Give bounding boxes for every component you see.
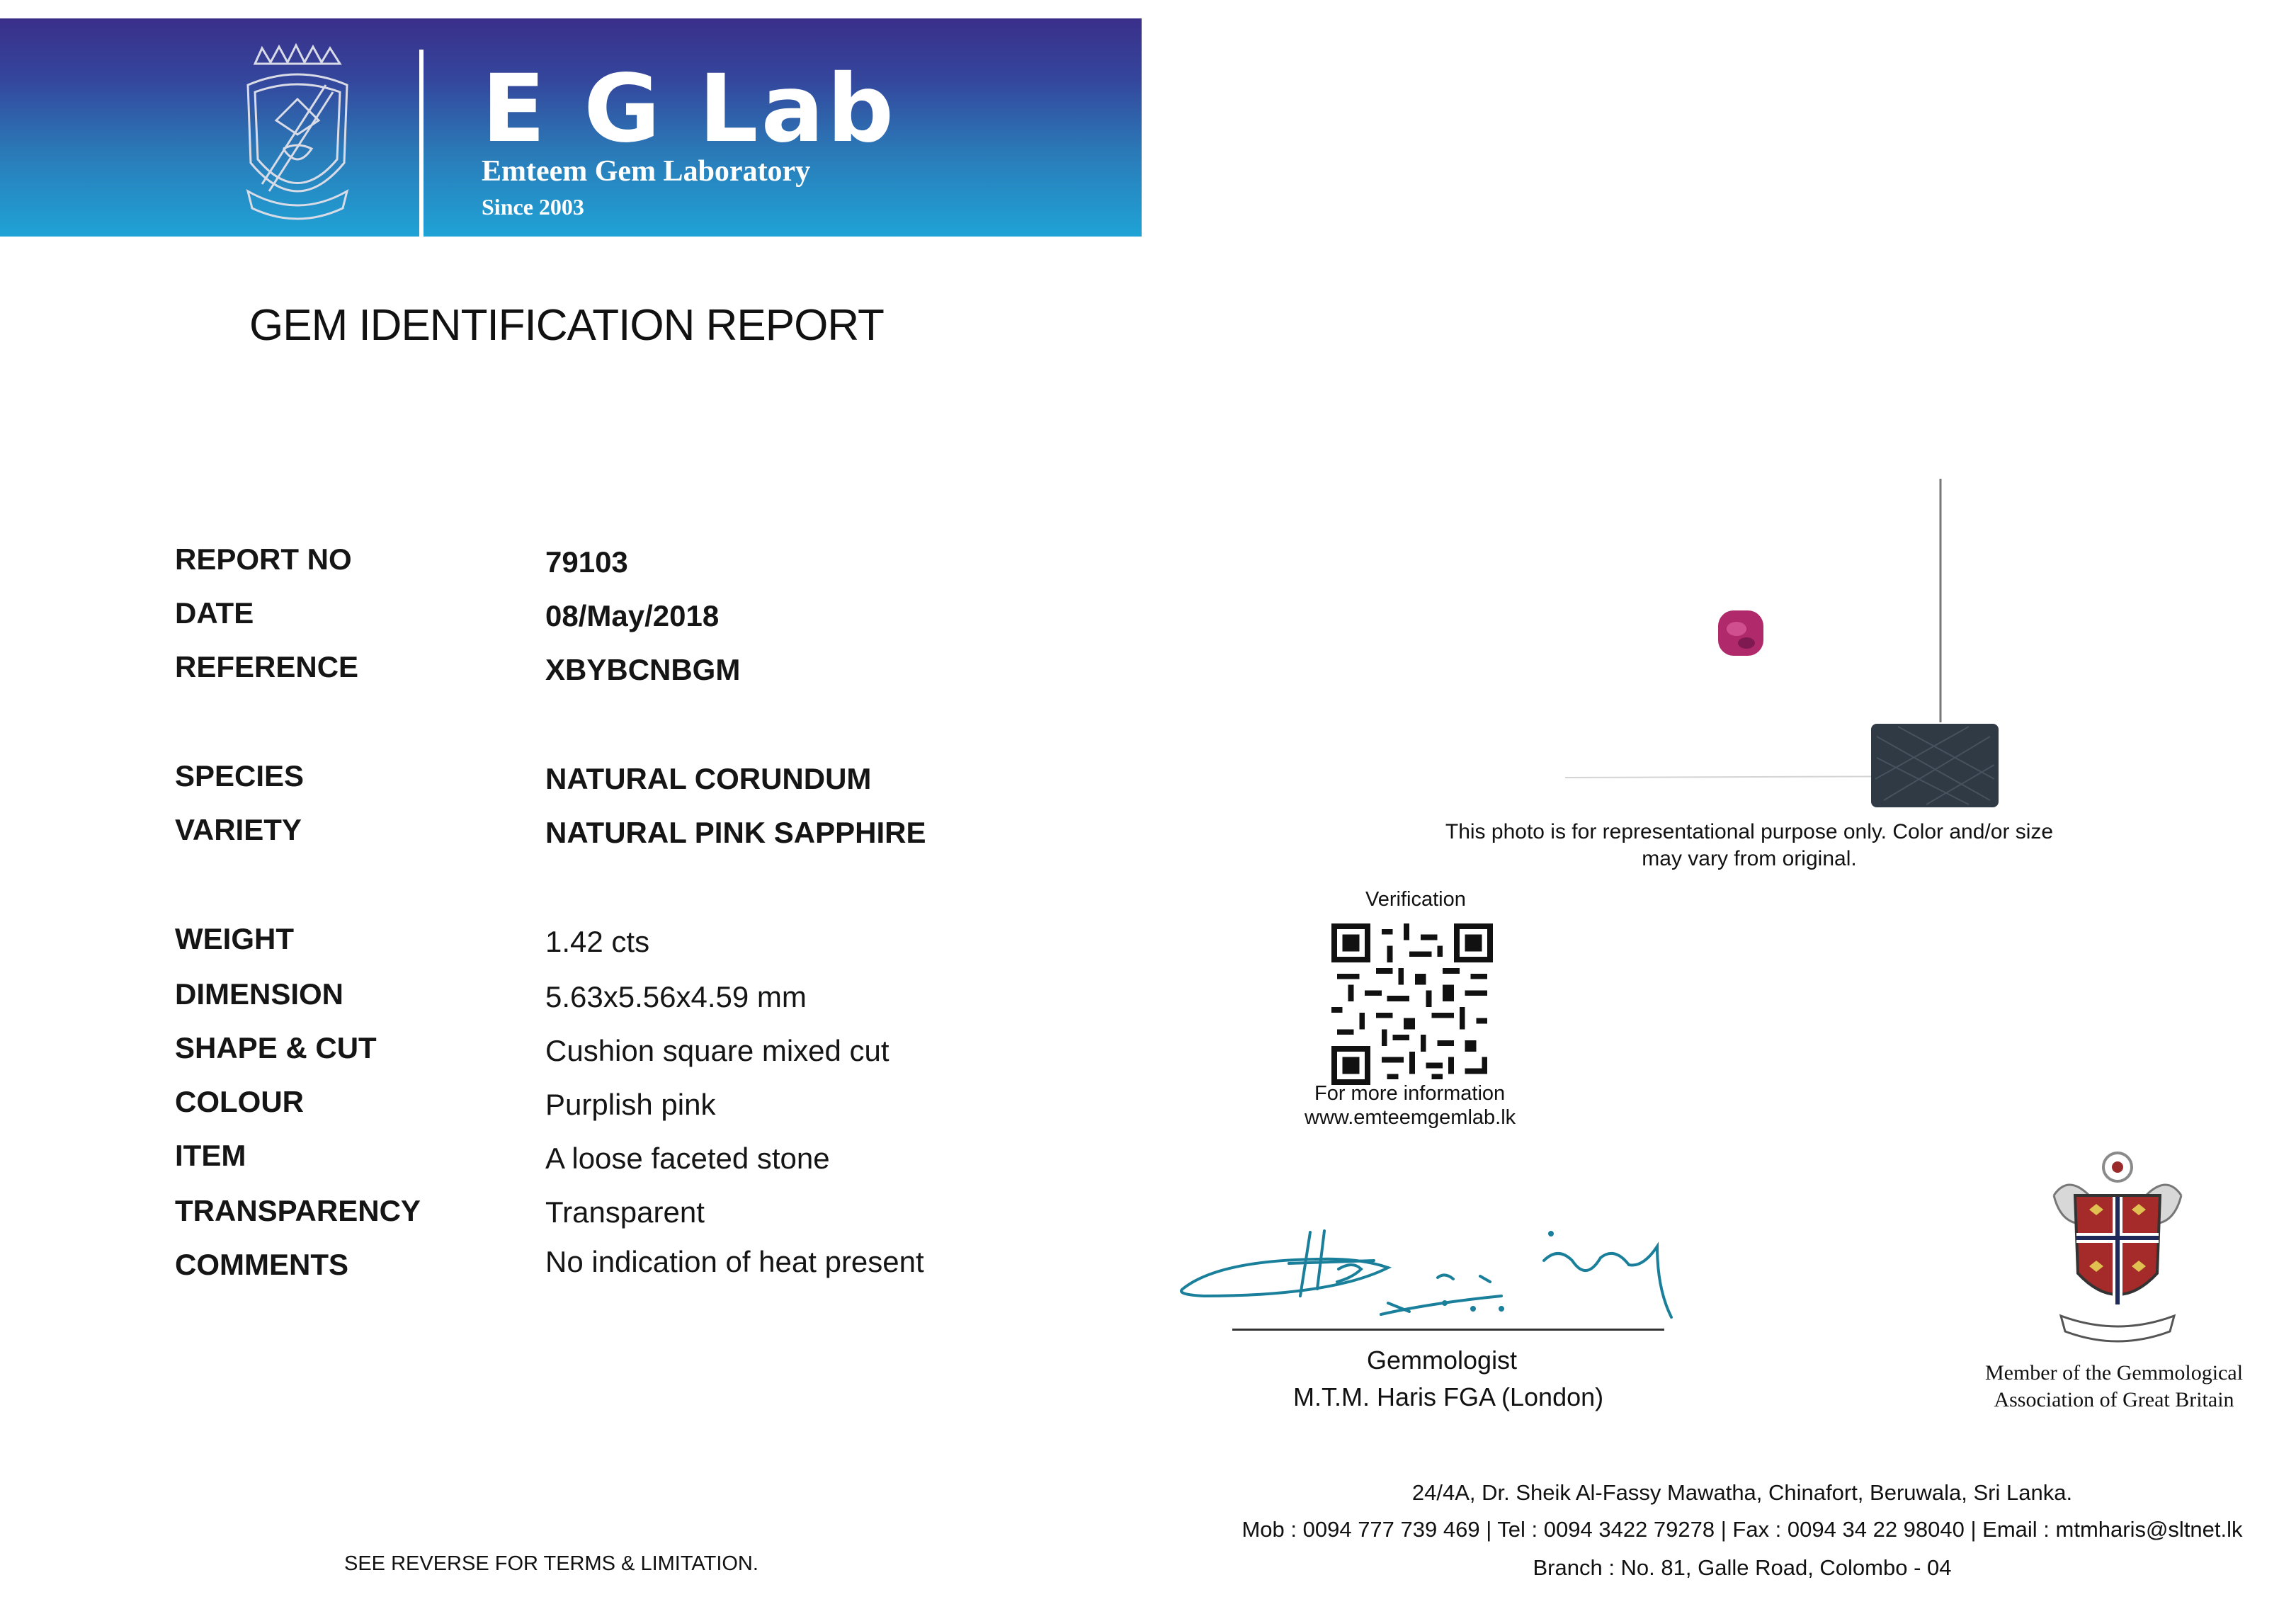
verification-label: Verification	[1365, 888, 1466, 911]
field-value-reference: XBYBCNBGM	[545, 653, 741, 686]
gem-photo	[1558, 467, 2096, 807]
lab-address: 24/4A, Dr. Sheik Al-Fassy Mawatha, Chinafort, Beruwala, Sri Lanka.	[1411, 1480, 2073, 1505]
verification-qr-code[interactable]	[1331, 923, 1493, 1085]
gemmologist-signature	[1176, 1190, 1700, 1331]
field-value-report-no: 79103	[545, 545, 628, 579]
lab-crest-logo	[234, 42, 361, 235]
association-membership-text: Member of the Gemmological Association of Great Britain	[1984, 1361, 2244, 1411]
field-label-comments: COMMENTS	[175, 1248, 348, 1281]
gemmological-association-emblem	[2040, 1146, 2195, 1344]
field-value-comments: No indication of heat present	[545, 1245, 924, 1278]
lab-branch: Branch : No. 81, Galle Road, Colombo - 04	[1533, 1555, 1952, 1580]
website-link[interactable]: www.emteemgemlab.lk	[1305, 1106, 1516, 1129]
field-value-variety: NATURAL PINK SAPPHIRE	[545, 816, 926, 849]
lab-full-name: Emteem Gem Laboratory	[482, 155, 811, 188]
field-value-species: NATURAL CORUNDUM	[545, 762, 872, 795]
field-value-shape-cut: Cushion square mixed cut	[545, 1034, 890, 1067]
lab-since: Since 2003	[482, 194, 584, 220]
lab-name: E G Lab	[482, 55, 897, 164]
signatory-role: Gemmologist	[1367, 1346, 1518, 1375]
header-banner	[0, 18, 1142, 237]
report-title: GEM IDENTIFICATION REPORT	[249, 301, 884, 350]
field-label-transparency: TRANSPARENCY	[175, 1194, 421, 1227]
more-info-label: For more information	[1314, 1082, 1506, 1105]
field-value-transparency: Transparent	[545, 1195, 705, 1229]
field-label-weight: WEIGHT	[175, 922, 294, 955]
field-value-date: 08/May/2018	[545, 599, 720, 632]
lab-contact: Mob : 0094 777 739 469 | Tel : 0094 3422 79278 | Fax : 0094 34 22 98040 | Email : mtmharis@sltnet.lk	[1241, 1517, 2243, 1542]
field-value-item: A loose faceted stone	[545, 1142, 830, 1175]
field-value-colour: Purplish pink	[545, 1088, 716, 1121]
field-label-dimension: DIMENSION	[175, 977, 344, 1011]
field-label-variety: VARIETY	[175, 813, 302, 846]
field-label-reference: REFERENCE	[175, 650, 359, 683]
field-value-dimension: 5.63x5.56x4.59 mm	[545, 980, 807, 1013]
field-label-item: ITEM	[175, 1139, 246, 1172]
field-value-weight: 1.42 cts	[545, 925, 650, 958]
field-label-shape-cut: SHAPE & CUT	[175, 1031, 377, 1064]
signature-line	[1232, 1329, 1664, 1331]
banner-divider	[419, 50, 424, 239]
field-label-date: DATE	[175, 596, 254, 630]
reverse-note: SEE REVERSE FOR TERMS & LIMITATION.	[344, 1552, 758, 1575]
field-label-report-no: REPORT NO	[175, 542, 352, 576]
photo-caption: This photo is for representational purpose only. Color and/or size may vary from original.	[1445, 820, 2054, 870]
field-label-species: SPECIES	[175, 759, 305, 792]
field-label-colour: COLOUR	[175, 1085, 304, 1118]
signatory-name: M.T.M. Haris FGA (London)	[1293, 1382, 1604, 1411]
